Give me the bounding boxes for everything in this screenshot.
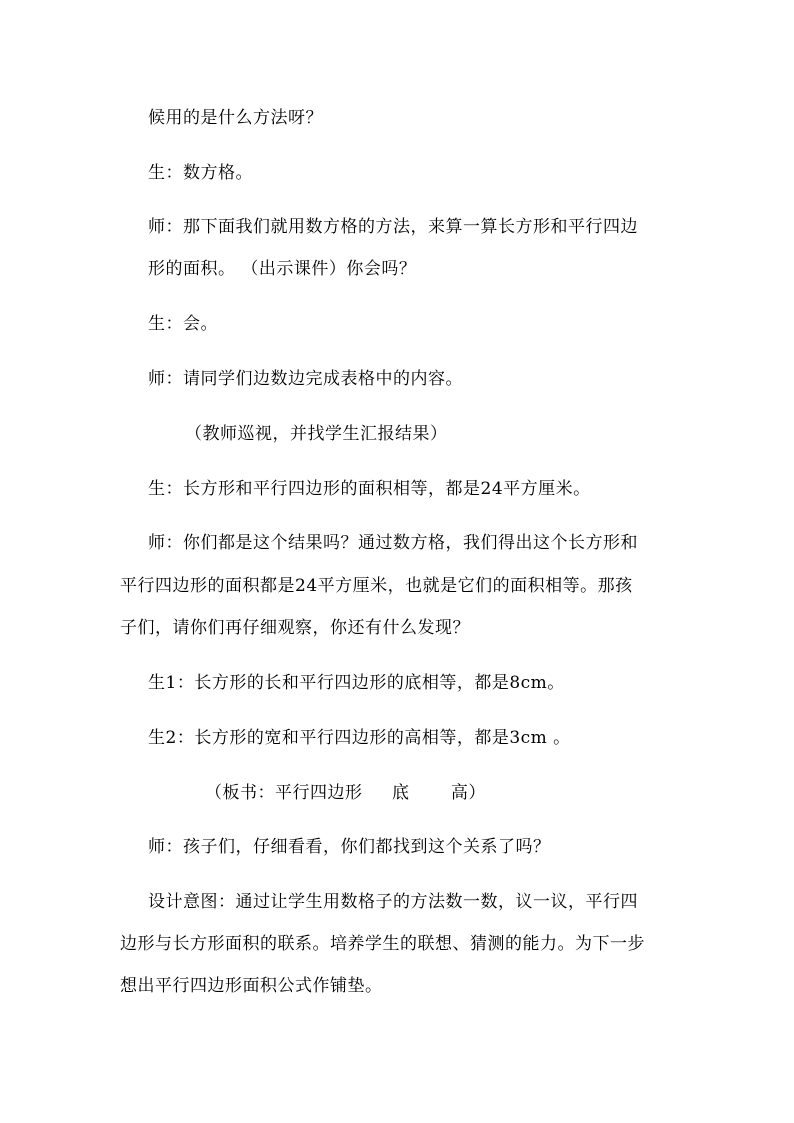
text-line-15: 师：孩子们，仔细看看，你们都找到这个关系了吗？ — [148, 837, 551, 857]
text-line-4: 形的面积。 （出示课件）你会吗？ — [148, 259, 417, 279]
text-line-12: 生1：长方形的长和平行四边形的底相等，都是8cm。 — [148, 673, 565, 693]
text-line-5: 生：会。 — [148, 314, 218, 334]
text-line-18: 想出平行四边形面积公式作铺垫。 — [120, 976, 383, 996]
text-line-2: 生：数方格。 — [148, 163, 253, 183]
text-line-7: （教师巡视，并找学生汇报结果） — [185, 424, 448, 444]
text-line-9: 师：你们都是这个结果吗？通过数方格，我们得出这个长方形和 — [148, 533, 638, 553]
text-line-3: 师：那下面我们就用数方格的方法，来算一算长方形和平行四边 — [148, 217, 638, 237]
text-line-6: 师：请同学们边数边完成表格中的内容。 — [148, 369, 463, 389]
text-line-11: 子们，请你们再仔细观察，你还有什么发现？ — [120, 618, 470, 638]
text-line-10: 平行四边形的面积都是24平方厘米，也就是它们的面积相等。那孩 — [120, 576, 633, 596]
text-line-8: 生：长方形和平行四边形的面积相等，都是24平方厘米。 — [148, 479, 591, 499]
text-line-16: 设计意图：通过让学生用数格子的方法数一数，议一议，平行四 — [148, 892, 638, 912]
text-line-14: （板书：平行四边形 底 高） — [205, 783, 486, 803]
text-line-1: 候用的是什么方法呀？ — [148, 108, 323, 128]
text-line-13: 生2：长方形的宽和平行四边形的高相等，都是3cm 。 — [148, 728, 571, 748]
text-line-17: 边形与长方形面积的联系。培养学生的联想、猜测的能力。为下一步 — [120, 934, 645, 954]
